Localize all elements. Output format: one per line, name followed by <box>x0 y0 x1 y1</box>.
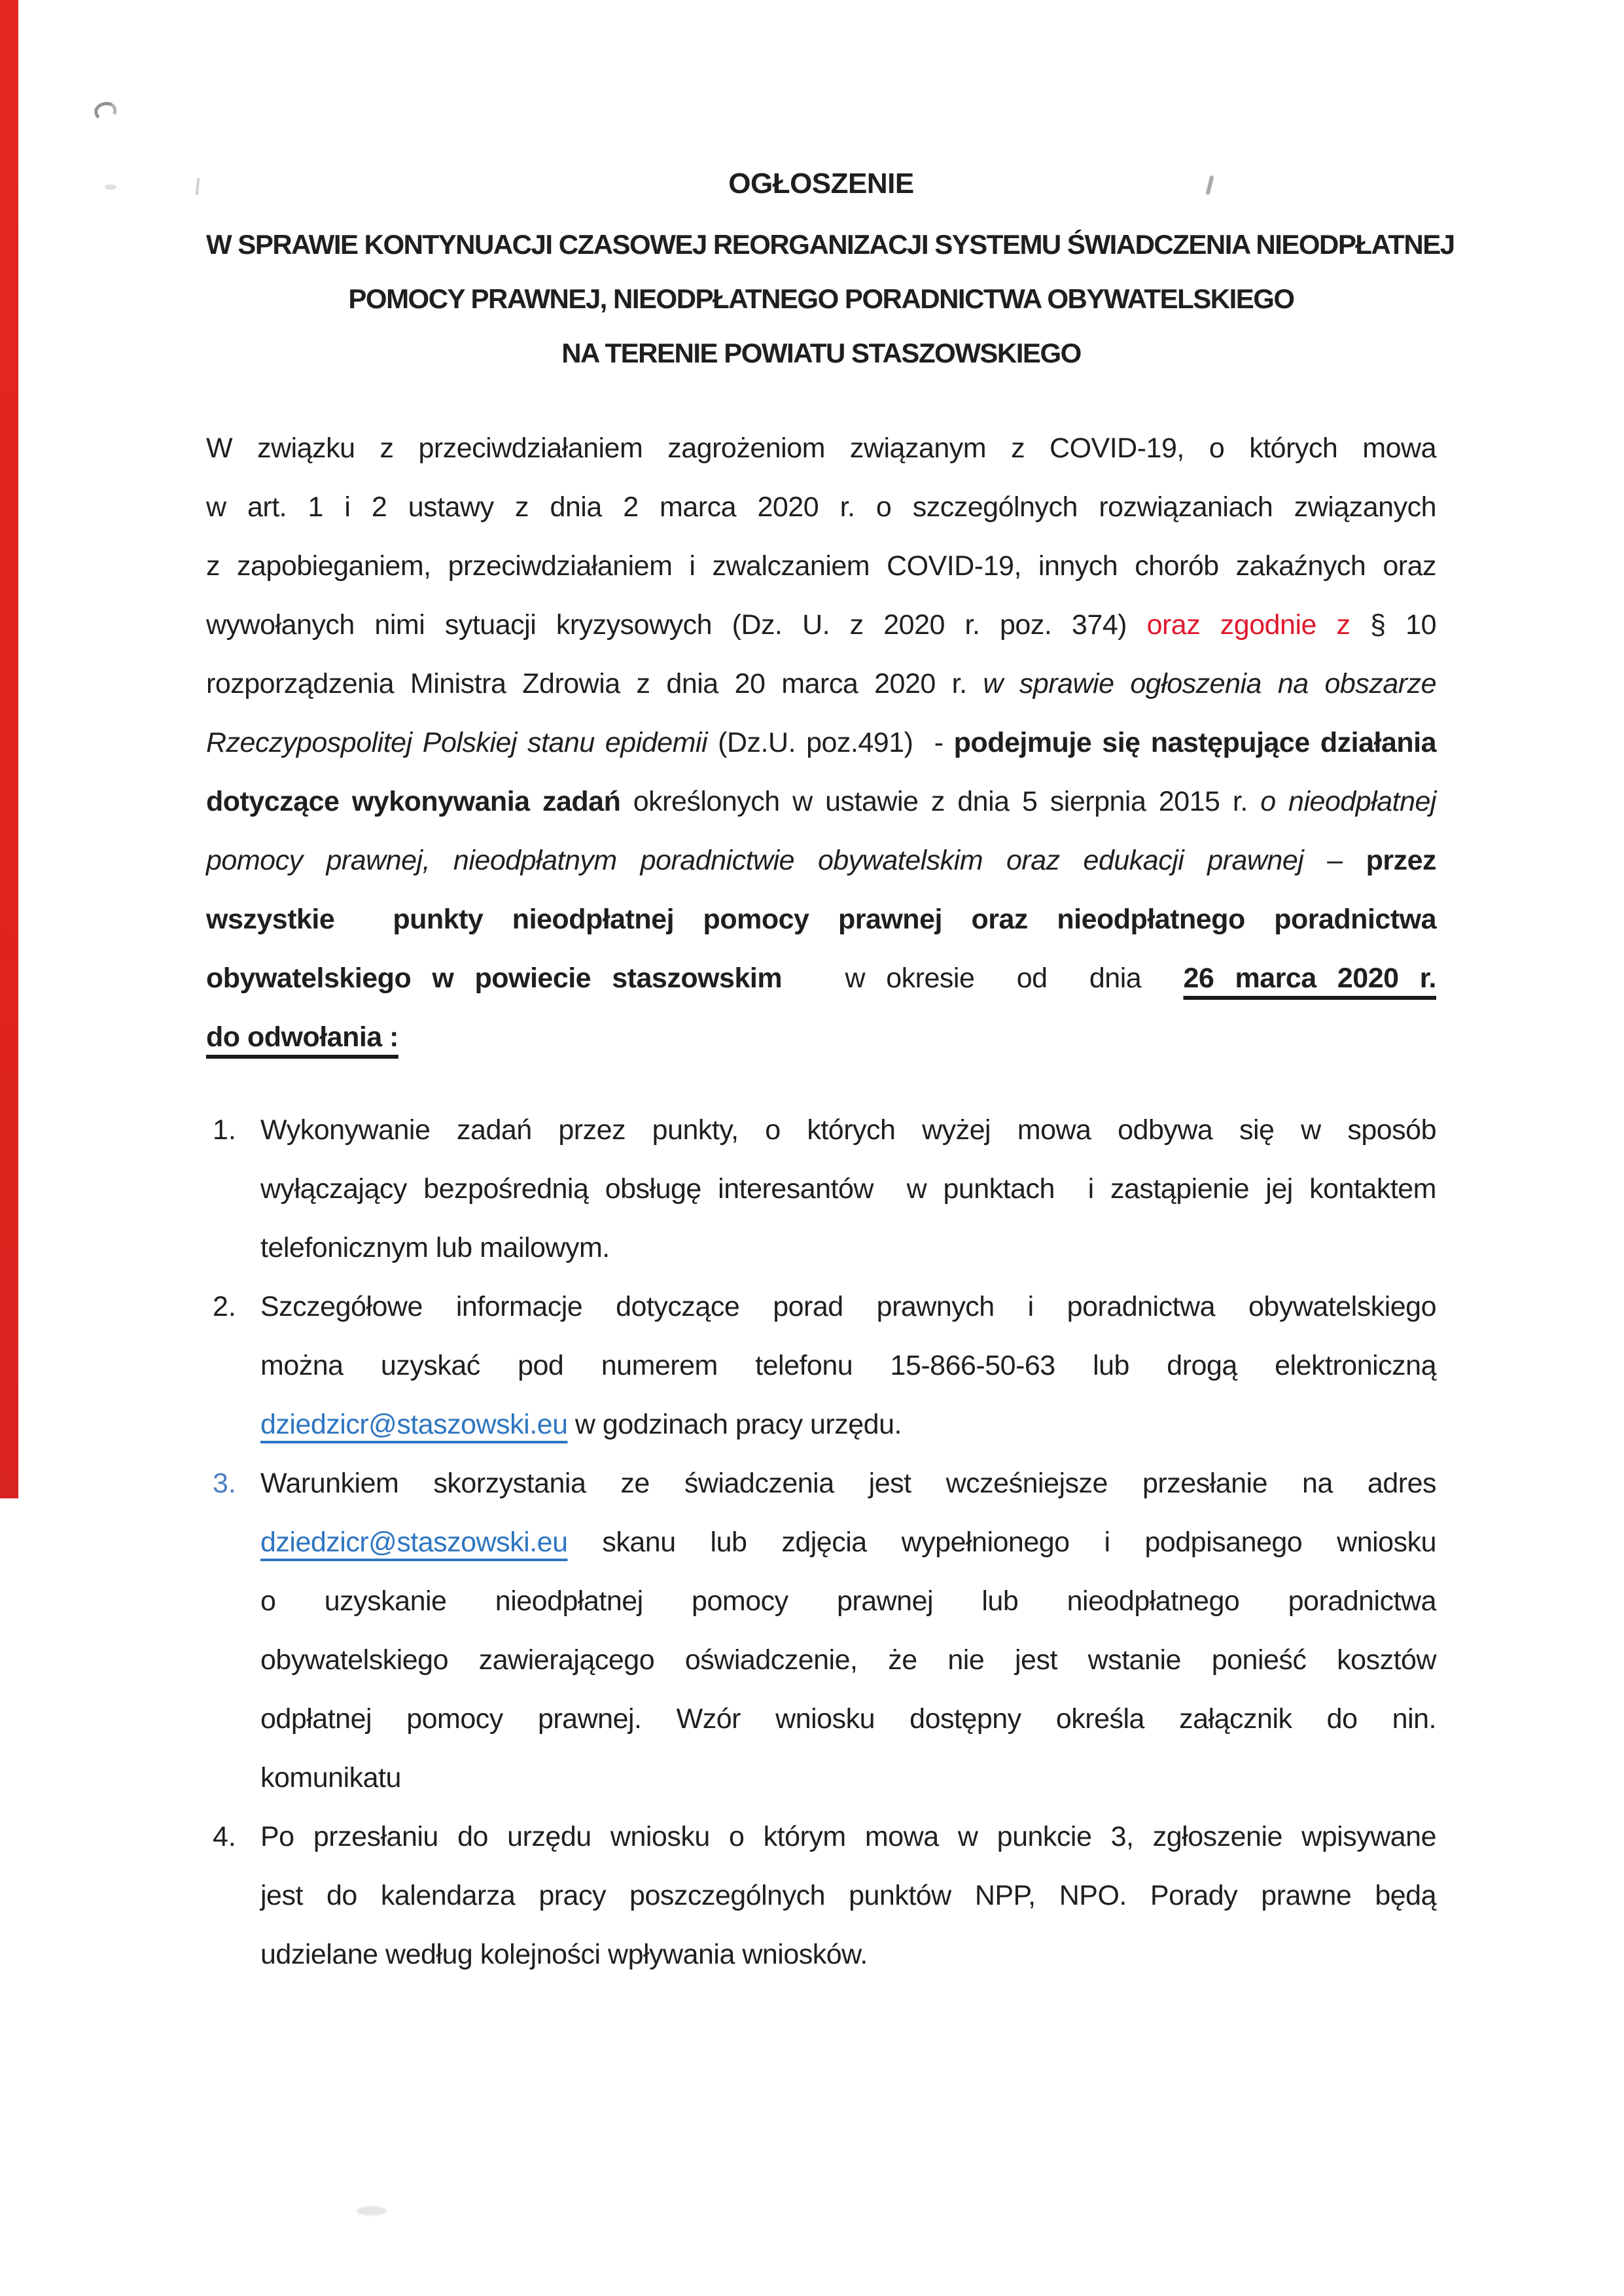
italic-text-run: pomocy prawnej, nieodpłatnym poradnictwie obywatelskim oraz edukacji prawnej <box>206 845 1328 876</box>
text-line <box>260 1395 1436 1454</box>
email-link[interactable]: dziedzicr@staszowski.eu <box>260 1409 568 1440</box>
text-run: określonych w ustawie z dnia 5 sierpnia 2015 r. <box>633 786 1261 817</box>
text-line <box>206 831 1436 890</box>
scan-artifact <box>196 178 200 195</box>
text-line <box>206 595 1436 654</box>
list-item-number: 3. <box>213 1468 236 1499</box>
text-run: udzielane według kolejności wpływania wniosków. <box>260 1939 868 1970</box>
text-line <box>260 1159 1436 1218</box>
text-run: jest do kalendarza pracy poszczególnych punktów NPP, NPO. Porady prawne będą <box>260 1880 1436 1911</box>
text-line <box>260 1277 1436 1336</box>
text-run: – <box>1327 845 1366 876</box>
page-title: OGŁOSZENIE <box>728 168 914 200</box>
italic-text-run: w sprawie ogłoszenia na obszarze <box>983 668 1436 699</box>
text-line <box>260 1925 1436 1984</box>
text-run: można uzyskać pod numerem telefonu 15-866-50-63 lub drogą elektroniczną <box>260 1350 1436 1381</box>
italic-text-run: Rzeczypospolitej Polskiej stanu epidemii <box>206 727 718 758</box>
text-line <box>260 1689 1436 1748</box>
text-line <box>260 1807 1436 1866</box>
underlined-bold-text: do odwołania : <box>206 1021 398 1053</box>
text-line <box>206 949 1436 1008</box>
text-line <box>206 654 1436 713</box>
text-line <box>260 1748 1436 1807</box>
subtitle-line: W SPRAWIE KONTYNUACJI CZASOWEJ REORGANIZACJI SYSTEMU ŚWIADCZENIA NIEODPŁATNEJ <box>206 229 1455 260</box>
red-highlight-text: oraz zgodnie z <box>1146 609 1350 641</box>
bold-text-run: dotyczące wykonywania zadań <box>206 786 633 817</box>
text-line <box>206 478 1436 537</box>
scan-artifact <box>93 100 118 122</box>
text-run: w art. 1 i 2 ustawy z dnia 2 marca 2020 r. o szczególnych rozwiązaniach związanych <box>206 491 1436 523</box>
scan-artifact <box>105 185 116 190</box>
text-line <box>260 1336 1436 1395</box>
text-line <box>260 1218 1436 1277</box>
text-run: o uzyskanie nieodpłatnej pomocy prawnej lub nieodpłatnego poradnictwa <box>260 1585 1436 1617</box>
list-item <box>206 1277 1436 1454</box>
subtitle-line: NA TERENIE POWIATU STASZOWSKIEGO <box>561 338 1081 368</box>
text-line <box>260 1631 1436 1689</box>
bold-text-run: obywatelskiego w powiecie staszowskim <box>206 963 783 994</box>
text-run: Szczegółowe informacje dotyczące porad prawnych i poradnictwa obywatelskiego <box>260 1291 1436 1322</box>
announcement-subtitle <box>206 217 1455 380</box>
text-run: odpłatnej pomocy prawnej. Wzór wniosku dostępny określa załącznik do nin. <box>260 1703 1436 1735</box>
list-item-number: 4. <box>213 1821 236 1852</box>
italic-text-run: o nieodpłatnej <box>1260 786 1436 817</box>
text-run: komunikatu <box>260 1762 401 1793</box>
text-line <box>206 890 1436 949</box>
bold-text-run: przez <box>1366 845 1436 876</box>
text-run: w okresie od dnia <box>782 963 1184 994</box>
text-line <box>206 419 1436 478</box>
text-line <box>206 537 1436 595</box>
text-line <box>260 1572 1436 1631</box>
list-item-number: 2. <box>213 1291 236 1322</box>
text-line <box>260 1513 1436 1572</box>
text-run: wywołanych nimi sytuacji kryzysowych (Dz. U. z 2020 r. poz. 374) <box>206 609 1147 641</box>
text-run: obywatelskiego zawierającego oświadczenie, że nie jest wstanie ponieść kosztów <box>260 1644 1436 1676</box>
scan-red-edge-stripe <box>0 0 18 1498</box>
text-line <box>260 1101 1436 1159</box>
text-run: Wykonywanie zadań przez punkty, o których wyżej mowa odbywa się w sposób <box>260 1114 1436 1146</box>
text-line <box>206 1008 1436 1067</box>
text-line <box>260 1454 1436 1513</box>
text-line <box>206 772 1436 831</box>
bold-text-run: podejmuje się następujące działania <box>953 727 1437 758</box>
text-run: Warunkiem skorzystania ze świadczenia jest wcześniejsze przesłanie na adres <box>260 1468 1436 1499</box>
text-line <box>260 1866 1436 1925</box>
text-run: W związku z przeciwdziałaniem zagrożeniom związanym z COVID-19, o których mowa <box>206 433 1436 464</box>
underlined-bold-text: 26 marca 2020 r. <box>1183 963 1436 994</box>
text-run: skanu lub zdjęcia wypełnionego i podpisanego wniosku <box>567 1527 1436 1558</box>
list-item-number: 1. <box>213 1114 236 1146</box>
text-run: w godzinach pracy urzędu. <box>567 1409 902 1440</box>
scan-artifact <box>357 2206 387 2216</box>
list-item <box>206 1454 1436 1807</box>
numbered-list <box>206 1101 1436 1984</box>
text-run: telefonicznym lub mailowym. <box>260 1232 610 1263</box>
email-link[interactable]: dziedzicr@staszowski.eu <box>260 1527 568 1558</box>
text-line <box>206 713 1436 772</box>
text-run: (Dz.U. poz.491) - <box>718 727 954 758</box>
text-run: Po przesłaniu do urzędu wniosku o którym mowa w punkcie 3, zgłoszenie wpisywane <box>260 1821 1436 1852</box>
text-run: wyłączający bezpośrednią obsługę interesantów w punktach i zastąpienie jej kontaktem <box>260 1173 1436 1205</box>
list-item <box>206 1101 1436 1277</box>
list-item <box>206 1807 1436 1984</box>
text-run: § 10 <box>1350 609 1436 641</box>
subtitle-line: POMOCY PRAWNEJ, NIEODPŁATNEGO PORADNICTWA OBYWATELSKIEGO <box>348 283 1294 314</box>
text-run: z zapobieganiem, przeciwdziałaniem i zwalczaniem COVID-19, innych chorób zakaźnych oraz <box>206 550 1436 582</box>
text-run: rozporządzenia Ministra Zdrowia z dnia 20 marca 2020 r. <box>206 668 983 699</box>
announcement-paragraph <box>206 419 1436 1067</box>
bold-text-run: wszystkie punkty nieodpłatnej pomocy prawnej oraz nieodpłatnego poradnictwa <box>206 904 1436 935</box>
